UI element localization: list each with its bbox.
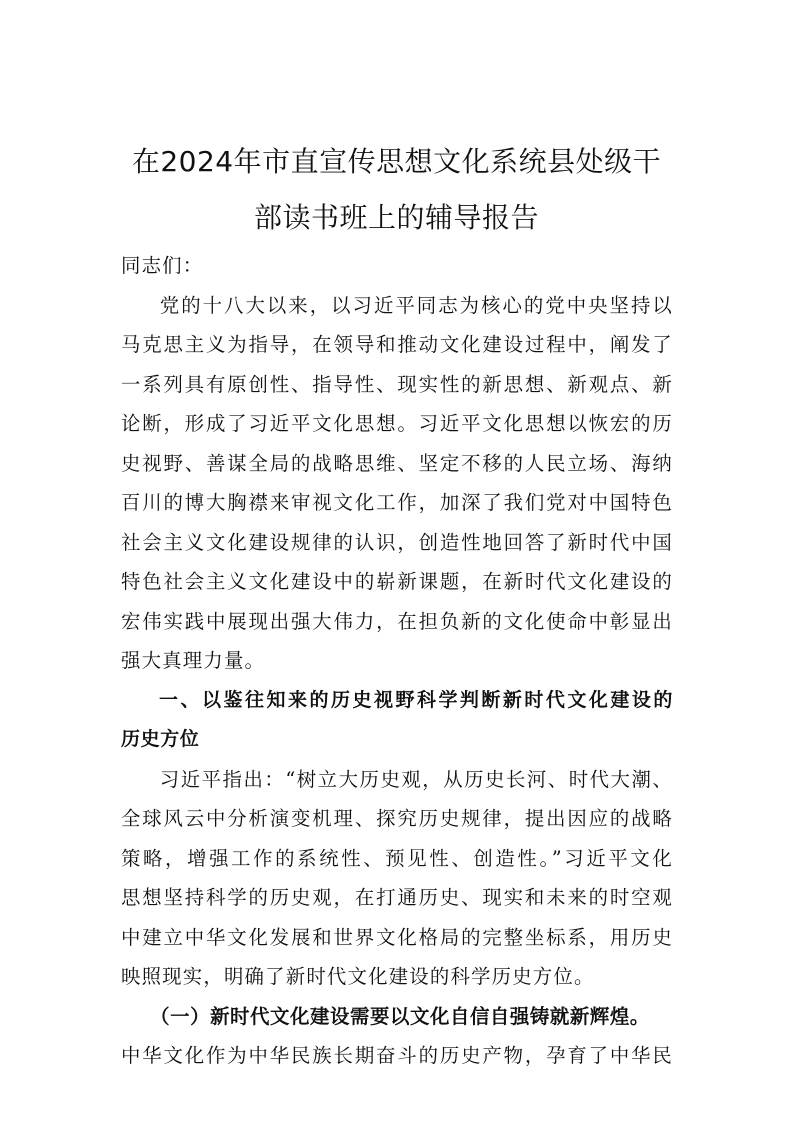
text-line: 思想坚持科学的历史观，在打通历史、现实和未来的时空观	[121, 886, 673, 909]
text-line: 特色社会主义文化建设中的崭新课题，在新时代文化建设的	[121, 570, 673, 593]
text-line: 马克思主义为指导，在领导和推动文化建设过程中，阐发了	[121, 333, 673, 356]
subsection-heading-1	[121, 997, 673, 1037]
text-line: 全球风云中分析演变机理、探究历史规律，提出因应的战略	[121, 807, 673, 830]
text-line: 宏伟实践中展现出强大伟力，在担负新的文化使命中彰显出	[121, 609, 673, 633]
subheading-line: （一）新时代文化建设需要以文化自信自强铸就新辉煌。	[150, 1004, 650, 1028]
paragraph-intro	[121, 286, 673, 681]
text-line: 策略，增强工作的系统性、预见性、创造性。”习近平文化	[121, 846, 673, 870]
section-heading-1	[121, 681, 673, 760]
title-line-2: 部读书班上的辅导报告	[253, 201, 539, 234]
text-line: 强大真理力量。	[121, 649, 266, 672]
text-line: 党的十八大以来，以习近平同志为核心的党中央坚持以	[159, 293, 673, 317]
text-line: 一系列具有原创性、指导性、现实性的新思想、新观点、新	[121, 372, 673, 396]
title-line-1: 在2024年市直宣传思想文化系统县处级干	[131, 145, 662, 178]
text-line: 映照现实，明确了新时代文化建设的科学历史方位。	[121, 965, 595, 988]
heading-line: 一、以鉴往知来的历史视野科学判断新时代文化建设的	[159, 688, 673, 711]
paragraph-history	[121, 760, 673, 997]
text-line: 中建立中华文化发展和世界文化格局的完整坐标系，用历史	[121, 925, 673, 949]
text-line: 习近平指出：“树立大历史观，从历史长河、时代大潮、	[159, 767, 673, 791]
text-line: 中华文化作为中华民族长期奋斗的历史产物，孕育了中华民	[121, 1044, 673, 1067]
paragraph-culture	[121, 1036, 673, 1076]
document-body	[121, 246, 673, 1076]
text-line: 论断，形成了习近平文化思想。习近平文化思想以恢宏的历	[121, 412, 673, 435]
text-line: 百川的博大胸襟来审视文化工作，加深了我们党对中国特色	[121, 491, 673, 514]
salutation-text: 同志们：	[121, 254, 204, 277]
document-title	[100, 134, 693, 246]
text-line: 史视野、善谋全局的战略思维、坚定不移的人民立场、海纳	[121, 451, 673, 475]
salutation	[121, 246, 673, 286]
text-line: 社会主义文化建设规律的认识，创造性地回答了新时代中国	[121, 530, 673, 554]
heading-line: 历史方位	[121, 728, 200, 750]
